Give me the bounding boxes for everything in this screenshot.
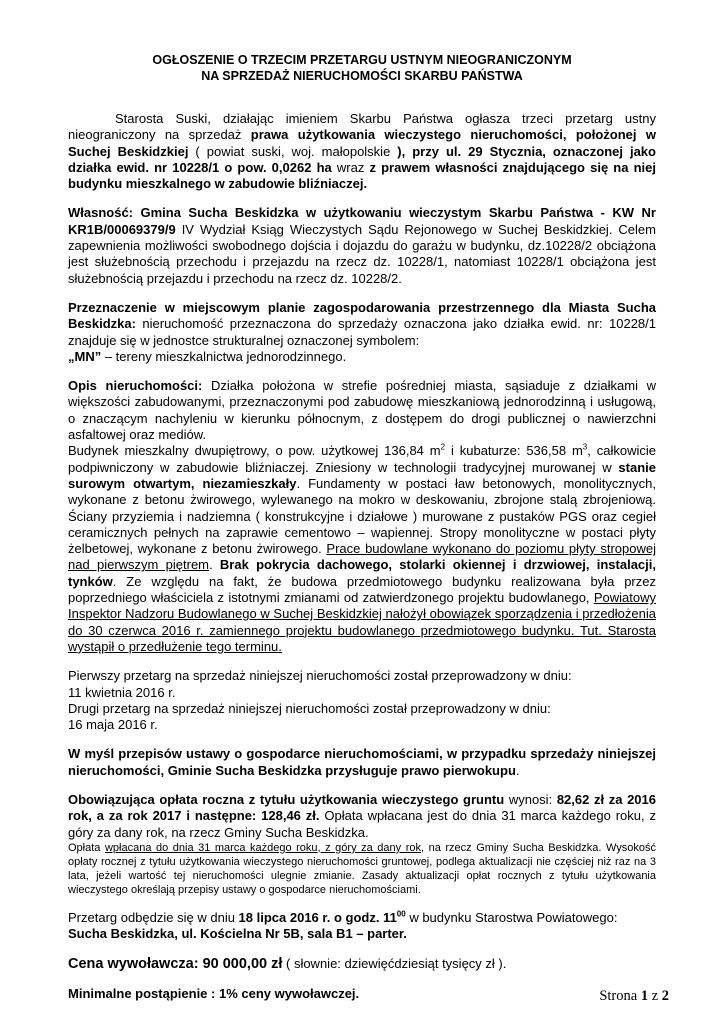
zoning-symbol-desc: – tereny mieszkalnictwa jednorodzinnego. bbox=[101, 348, 347, 364]
building-text-3: , całkowicie podpiwniczony w zabudowie bliźniaczej. Zniesiony w technologii tradycyjnej murowanej w bbox=[68, 443, 656, 475]
preemption-period: . bbox=[515, 762, 520, 778]
zoning-paragraph bbox=[68, 300, 656, 365]
fee-detail-2: , na rzecz Gminy Sucha Beskidzka. Wysokość opłaty rocznej z tytułu użytkowania wieczystego nieruchomości gruntowej, podlega aktualizacji nie częściej niż raz na 3 lata, jeżeli wartość tej nieruchomości ulegnie zmianie. Zasady aktualizacji opłat rocznych z tytułu użytkowania wieczystego określają przepisy ustawy o gospodarce nieruchomościami. bbox=[68, 841, 657, 896]
auction-minutes-sup: 00 bbox=[396, 909, 406, 919]
page-current: 1 bbox=[640, 988, 649, 1004]
intro-bold-2: ), przy ul. 29 Stycznia, oznaczonej jako działka ewid. nr 10228/1 o pow. 0,0262 ha bbox=[68, 143, 656, 175]
auction-text-2: w budynku Starostwa Powiatowego: bbox=[405, 909, 618, 925]
price-in-words: ( słownie: dziewięćdziesiąt tysięcy zł ). bbox=[282, 956, 507, 972]
building-text-4: . Fundamenty w postaci ław betonowych, monolitycznych, wykonane z betonu żwirowego, wylewanego na mokro w deskowaniu, zbrojone stalą zbrojeniową. Ściany przyziemia i nadziemna ( konstrukcyjne i działowe ) murowane z pustaków PGS oraz cegieł ceramicznych pełnych na zaprawie cementowo – wapiennej. Stropy monolityczne w postaci płyty żelbetowej, wykonane z betonu żwirowego. bbox=[68, 475, 656, 557]
building-state: stanie surowym otwartym, niezamieszkały bbox=[68, 459, 656, 491]
second-auction-date: 16 maja 2016 r. bbox=[68, 717, 158, 733]
history-paragraph bbox=[68, 668, 656, 733]
fee-amounts: 82,62 zł za 2016 rok, a za rok 2017 i następne: 128,46 zł. bbox=[68, 791, 656, 824]
auction-datetime bbox=[239, 910, 406, 925]
minimum-bid: Minimalne postąpienie : 1% ceny wywoławczej. bbox=[68, 986, 360, 1002]
fee-detail-1: Opłata bbox=[68, 841, 105, 854]
description-text: Działka położona w strefie pośredniej miasta, sąsiaduje z działkami w większości zabudowanymi, przeznaczonymi pod zabudowę mieszkaniową jednorodzinną i usługową, o znaczącym nachyleniu w kierunku północnym, z dostępem do drogi publicznej o nawierzchni asfaltowej oraz mediów. bbox=[68, 378, 656, 443]
title-line-2: NA SPRZEDAŻ NIERUCHOMOŚCI SKARBU PAŃSTWA bbox=[201, 69, 523, 83]
missing-works: Brak pokrycia dachowego, stolarki okiennej i drzwiowej, instalacji, tynków bbox=[68, 557, 656, 589]
intro-text-1: Starosta Suski, działając imieniem Skarbu Państwa ogłasza trzeci przetarg ustny nieograniczony na sprzedaż bbox=[68, 111, 656, 143]
building-paragraph bbox=[68, 443, 656, 655]
page-separator: z bbox=[651, 988, 659, 1004]
area-unit-sup: 2 bbox=[440, 443, 446, 453]
preemption-paragraph bbox=[68, 746, 656, 779]
price-paragraph bbox=[68, 955, 656, 973]
intro-text-3: wraz bbox=[331, 159, 370, 175]
preemption-text: W myśl przepisów ustawy o gospodarce nieruchomościami, w przypadku sprzedaży niniejszej nieruchomości, Gminie Sucha Beskidzka przysługuje prawo pierwokupu bbox=[68, 746, 656, 778]
auction-date: 18 lipca 2016 r. o godz. 11 bbox=[238, 909, 397, 925]
page-total: 2 bbox=[661, 988, 669, 1004]
zoning-symbol: „MN” bbox=[68, 348, 102, 364]
zoning-text: nieruchomość przeznaczona do sprzedaży oznaczona jako działka ewid. nr: 10228/1 znajduje się w jednostce strukturalnej oznaczonej symbolem: bbox=[68, 316, 656, 348]
first-auction-date: 11 kwietnia 2016 r. bbox=[68, 684, 176, 700]
description-paragraph bbox=[68, 378, 656, 443]
intro-text-2: ( powiat suski, woj. małopolskie bbox=[188, 143, 398, 159]
building-text-1: Budynek mieszkalny dwupiętrowy, o pow. użytkowej 136,84 m bbox=[68, 443, 441, 459]
auction-paragraph bbox=[68, 910, 656, 943]
inspector-obligation-note: Powiatowy Inspektor Nadzoru Budowlanego w Suchej Beskidzkiej nałożył obowiązek sporządzenia i przedłożenia do 30 czerwca 2016 r. zamiennego projektu budowlanego przedmiotowego budynku. Tut. Starosta wystąpił o przedłużenie tego terminu. bbox=[68, 590, 656, 654]
auction-location: Sucha Beskidzka, ul. Kościelna Nr 5B, sala B1 – parter. bbox=[68, 926, 407, 942]
announcement-title bbox=[68, 52, 656, 84]
minimum-bid-paragraph bbox=[68, 986, 659, 1004]
first-auction-label: Pierwszy przetarg na sprzedaż niniejszej nieruchomości został przeprowadzony w dniu: bbox=[68, 668, 572, 684]
ownership-text: IV Wydział Ksiąg Wieczystych Sądu Rejonowego w Suchej Beskidzkiej. Celem zapewnienia możliwości swobodnego dojścia i dojazdu do garażu w budynku, dz.10228/2 obciążona jest służebnością przechodu i przejazdu na rzecz dz. 10228/1, natomiast 10228/1 obciążona jest służebnością przejazdu i przechodu na rzecz dz. 10228/2. bbox=[68, 221, 656, 286]
fee-text-1: wynosi: bbox=[504, 791, 557, 807]
auction-text-1: Przetarg odbędzie się w dniu bbox=[68, 909, 239, 925]
building-text-2: i kubaturze: 536,58 m bbox=[445, 443, 583, 459]
document-page bbox=[68, 52, 659, 1004]
intro-bold-1: prawa użytkowania wieczystego nieruchomości, położonej w Suchej Beskidzkiej bbox=[68, 127, 656, 159]
building-text-6: . Ze względu na fakt, że budowa przedmiotowego budynku realizowana była przez poprzedniego właściciela z istotnymi zmianami od zatwierdzonego projektu budowlanego, bbox=[68, 573, 656, 606]
volume-unit-sup: 3 bbox=[582, 443, 588, 453]
fee-detail-underlined: wpłacana do dnia 31 marca każdego roku, z góry za dany rok bbox=[104, 841, 421, 854]
second-auction-label: Drugi przetarg na sprzedaż niniejszej nieruchomości został przeprowadzony w dniu: bbox=[68, 700, 551, 716]
building-text-5: . bbox=[209, 557, 220, 573]
fee-paragraph bbox=[68, 792, 656, 841]
construction-progress-note: Prace budowlane wykonano do poziomu płyty stropowej nad pierwszym piętrem bbox=[68, 541, 656, 573]
title-line-1: OGŁOSZENIE O TRZECIM PRZETARGU USTNYM NIEOGRANICZONYM bbox=[152, 53, 572, 67]
page-label: Strona bbox=[599, 988, 638, 1004]
fee-text-2: Opłata wpłacana jest do dnia 31 marca każdego roku, z góry za dany rok, na rzecz Gminy Sucha Beskidzka. bbox=[68, 808, 656, 840]
fee-heading: Obowiązująca opłata roczna z tytułu użytkowania wieczystego gruntu bbox=[68, 791, 505, 807]
zoning-heading: Przeznaczenie w miejscowym planie zagospodarowania przestrzennego dla Miasta Sucha Beskidzka: bbox=[68, 299, 656, 332]
intro-paragraph bbox=[68, 111, 656, 192]
fee-details-paragraph bbox=[68, 841, 656, 897]
description-heading: Opis nieruchomości: bbox=[68, 378, 203, 394]
intro-bold-3: z prawem własności znajdującego się na niej budynku mieszkalnego w zabudowie bliźniaczej. bbox=[68, 159, 656, 192]
starting-price: Cena wywoławcza: 90 000,00 zł bbox=[68, 956, 283, 973]
page-number bbox=[599, 988, 669, 1005]
ownership-paragraph bbox=[68, 205, 656, 286]
ownership-heading: Własność: Gmina Sucha Beskidzka w użytkowaniu wieczystym Skarbu Państwa - KW Nr KR1B/00069379/9 bbox=[68, 205, 656, 237]
